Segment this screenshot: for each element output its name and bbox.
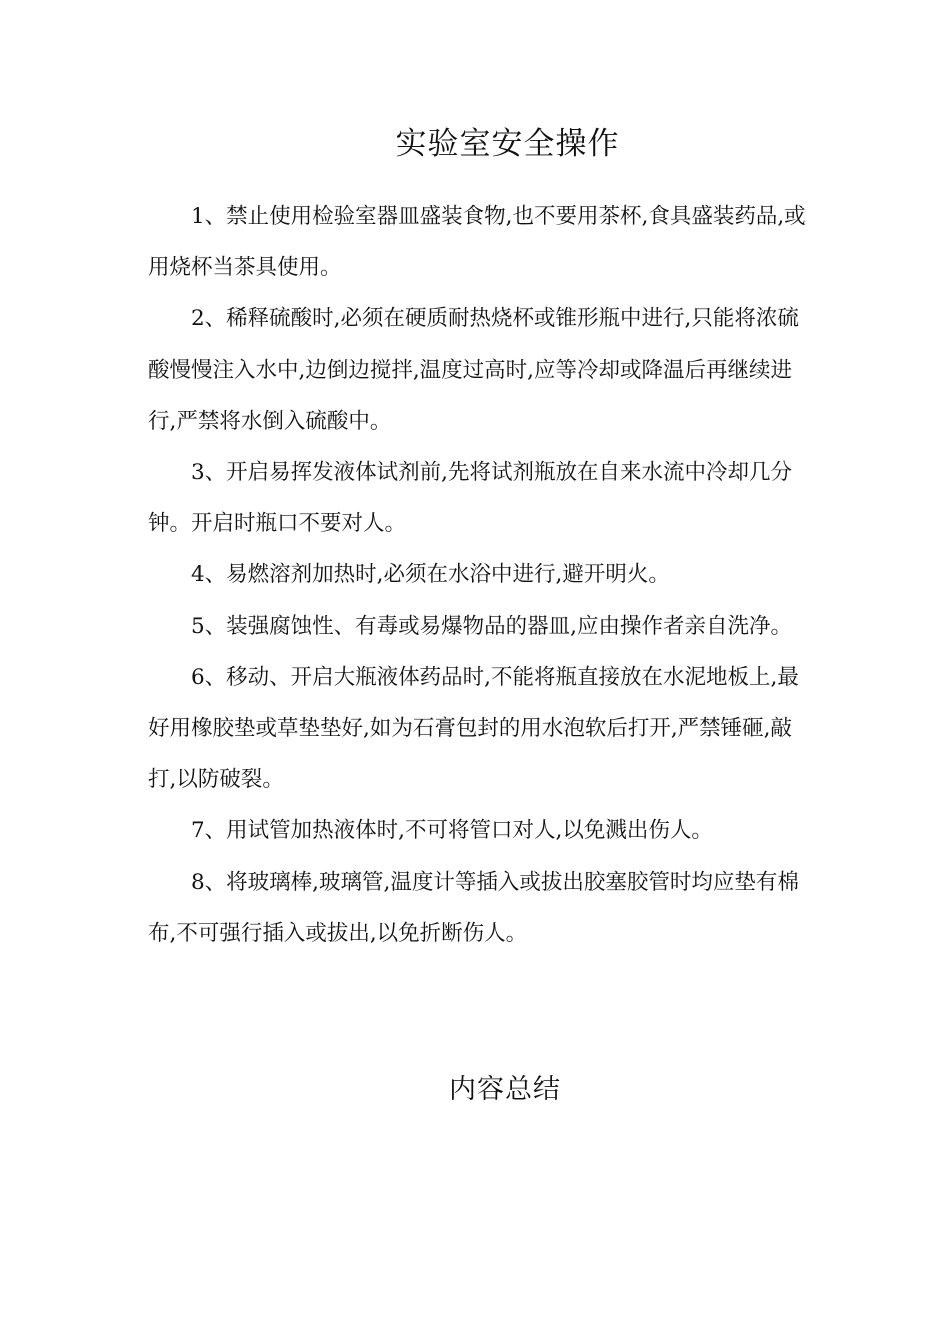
paragraph-8: 8、将玻璃棒,玻璃管,温度计等插入或拔出胶塞胶管时均应垫有棉布,不可强行插入或拔出,以免折断伤人。 <box>148 869 799 946</box>
paragraph-7: 7、用试管加热液体时,不可将管口对人,以免溅出伤人。 <box>191 818 713 844</box>
paragraph-2: 2、稀释硫酸时,必须在硬质耐热烧杯或锥形瓶中进行,只能将浓硫酸慢慢注入水中,边倒边搅拌,温度过高时,应等冷却或降温后再继续进行,严禁将水倒入硫酸中。 <box>148 306 799 434</box>
paragraph-4: 4、易燃溶剂加热时,必须在水浴中进行,避开明火。 <box>191 562 670 588</box>
paragraph-6: 6、移动、开启大瓶液体药品时,不能将瓶直接放在水泥地板上,最好用橡胶垫或草垫垫好,如为石膏包封的用水泡软后打开,严禁锤砸,敲打,以防破裂。 <box>148 664 799 793</box>
paragraph-1: 1、禁止使用检验室器皿盛装食物,也不要用茶杯,食具盛装药品,或用烧杯当茶具使用。 <box>148 204 806 281</box>
paragraph-5: 5、装强腐蚀性、有毒或易爆物品的器皿,应由操作者亲自洗净。 <box>191 613 793 639</box>
document-title: 实验室安全操作 <box>395 126 620 162</box>
summary-heading: 内容总结 <box>449 1074 561 1105</box>
document-body <box>148 191 808 959</box>
paragraph-3: 3、开启易挥发液体试剂前,先将试剂瓶放在自来水流中冷却几分钟。开启时瓶口不要对人。 <box>148 460 793 537</box>
